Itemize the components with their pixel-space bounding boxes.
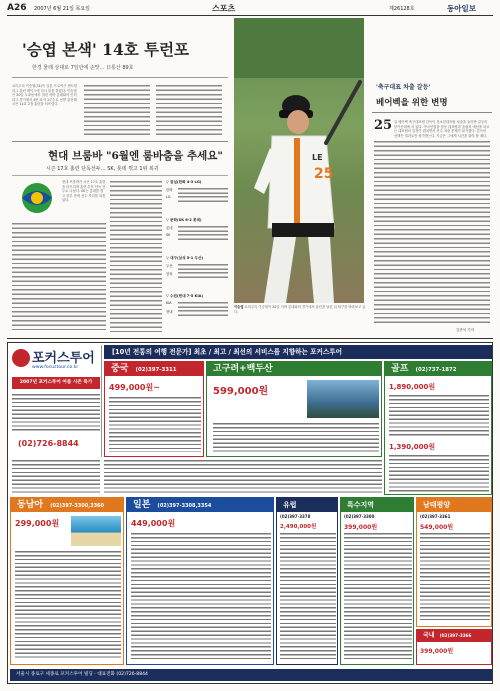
ad-listing [280,532,336,660]
article2-mid-rule [12,175,228,176]
score-team: 한화 [166,188,173,192]
ad-price: 499,000원~ [109,383,160,392]
ad-section-header [417,630,491,642]
ad-listing [389,394,489,438]
ad-listing [344,532,412,660]
issue-code: 제26128호 [389,6,415,12]
article2-col2 [110,180,162,332]
score-label: ▽ 수원(현대 7-5 KIA) [166,294,204,298]
ad-section-phone: (02)737-1872 [415,367,457,373]
ad-section-domestic [416,629,492,665]
ad-section-phone: (02)397-3300 [344,514,375,519]
ad-section-phone: (02)397-3361 [420,514,451,519]
ad-section-japan [126,497,274,665]
ad-section-phone: (02)397-3311 [135,367,177,373]
ad-price: 1,390,000원 [389,443,436,451]
ad-brand-lines [12,393,100,433]
team-logo [14,178,60,218]
ad-price: 449,000원 [131,519,176,528]
scoreboard [166,180,228,332]
ad-section-header [385,362,491,376]
ad-section-name: 일본 [133,500,151,510]
ad-left-strip [12,459,100,495]
column-section [372,42,492,337]
ad-section-header [207,362,381,376]
score-item [166,256,228,294]
header-rule [7,15,493,16]
article2-body: 현대 브룸바가 시즌 17호 홈런을 터뜨리며 홈런 부문 단독 선두로 나섰다. SK는 롯데를 꺾고 하루 만에 선두 자리를 되찾았다. [62,180,106,203]
article1-body: 요미우리 이승엽(31)이 일본 프로야구 센트럴리그 홈런 레이스에 다시 불을 붙였다. 이승엽은 20일 도쿄돔에서 열린 지바 롯데와의 인터리그 경기에서 4번 타자 1루수로 선발 출전해 시즌 14호 2점 홈런을 터뜨렸다. [12,84,78,107]
column-body: 일 베어벡 축구대표팀 감독이 청소년대표팀 차출을 둘러싼 갈등의 한가운데에 서 있다. 아시안컵을 앞둔 대표팀과 올림픽 예선을 치르는 대표팀의 일정이 겹치면서 선수 차출 문제가 불거졌다. 감독의 선택은 결과로만 평가받는다. 지금은 그에게 시간을 줘야 할 때다. [394,120,490,138]
svg-text:25: 25 [314,166,334,182]
score-label: ▽ 잠실(한화 4-3 LG) [166,180,202,184]
ad-main-phone: (02)726-8844 [18,439,79,448]
ad-section-special [340,497,414,665]
page-header [7,3,493,15]
ad-price: 399,000원 [344,524,378,531]
ad-section-europe [276,497,338,665]
subhead-rule [12,77,228,78]
column-title: 베어벡을 위한 변명 [376,98,448,108]
score-team: 두산 [166,264,173,268]
column-rule [372,112,492,113]
focus-logo-icon [12,349,30,367]
ad-section-header [277,498,337,512]
svg-text:LE: LE [312,153,323,162]
ad-brand-block [10,345,102,457]
column-dropcap: 25 [374,118,393,133]
ad-listing [15,550,121,660]
score-team: LG [166,195,171,199]
ad-website: www.focustour.co.kr [32,365,79,370]
ad-listing [109,396,201,452]
photo-caption [234,305,366,323]
ad-section-phone: (02)397-3378 [280,514,311,519]
ad-price: 299,000원 [15,519,60,528]
ad-price: 599,000원 [213,386,269,397]
article1-col3 [156,84,222,136]
ad-section-phone: (02)397-3300,3360 [50,503,105,509]
ad-promo: 2007년 포커스투어 여름 시즌 특가 [12,377,100,389]
score-item [166,180,228,218]
ad-section-header [417,498,491,512]
ad-listing [131,532,271,660]
ad-section-name: 유럽 [283,501,297,509]
ad-price: 2,490,000원 [280,524,317,530]
column-byline: 김종석 기자 [456,328,475,332]
ad-section-phone: (02)397-3308,3354 [157,503,212,509]
page-number: A26 [7,3,27,13]
paper-logo: 동아일보 [447,4,476,13]
score-label: ▽ 대구(삼성 5-1 두산) [166,256,204,260]
page-date: 2007년 6월 21일 목요일 [34,6,91,12]
article2-col1 [12,222,106,332]
ad-section-china [104,361,204,457]
ad-section-southeast-asia [10,497,124,665]
photo-caption-text: 요미우리 이승엽이 20일 지바 롯데와의 경기에서 홈런을 날린 뒤 타구를 바라보고 있다. [234,305,366,314]
travel-ad [7,342,493,684]
ad-section-golf [384,361,492,495]
score-team: 롯데 [166,226,173,230]
article2-headline: 현대 브룸바 "6월엔 룸바춤을 추세요" [48,150,223,162]
mountain-photo [307,380,379,418]
ad-listing [420,532,490,622]
score-item [166,294,228,332]
beach-photo [71,516,121,546]
ad-section-name: 국내 [423,632,435,639]
ad-section-phone: (02)397-3366 [439,633,472,638]
column-text-block [374,140,490,325]
article1-headline: '승엽 본색' 14호 투런포 [22,40,190,59]
ad-banner: [10년 전통의 여행 전문가] 최초 / 최고 / 최선의 서비스를 지향하는 포커스투어 [104,345,492,359]
column-kicker: '축구대표 차출 갈등' [376,84,431,91]
ad-company-name: 포커스투어 [32,351,95,366]
ad-section-name: 중국 [111,364,129,374]
ad-section-header [341,498,413,512]
ad-price: 1,890,000원 [389,383,436,391]
ad-section-header [127,498,273,512]
ad-section-header [105,362,203,376]
ad-section-goguryeo [206,361,382,457]
article1-col2 [84,84,150,136]
ad-section-name: 고구려+백두산 [213,364,273,374]
ad-mid-strip [104,459,382,495]
section-name: 스포츠 [212,4,236,13]
score-team: SK [166,233,171,237]
score-item [166,218,228,256]
score-team: 현대 [166,310,173,314]
article1-subhead: 한경 물래 상대로 7일만에 손맛… 日통산 89호 [32,65,134,71]
ad-separator [7,338,493,339]
ad-section-name: 동남아 [17,500,44,510]
article2-subhead: 시즌 17호 홈런 단독선두… SK, 롯데 꺾고 1위 복귀 [46,166,159,172]
article2-top-rule [12,141,228,142]
baseball-photo [234,18,364,303]
score-label: ▽ 문학(SK 6-2 롯데) [166,218,202,222]
score-team: 삼성 [166,272,173,276]
ad-listing [213,422,379,452]
photo-caption-name: 이승엽 [234,305,244,309]
ad-section-name: 골프 [391,364,409,374]
ad-section-header [11,498,123,512]
ad-price: 399,000원 [420,648,454,655]
ad-footer: 서울시 종로구 세종로 포커스투어 빌딩 · 대표전화 (02)726-8844 [10,669,492,681]
ad-section-name: 특수지역 [347,501,375,509]
ad-section-name: 남태평양 [423,501,451,509]
score-team: KIA [166,301,172,305]
ad-listing [389,454,489,492]
ad-section-south-pacific [416,497,492,627]
ad-price: 549,000원 [420,524,454,531]
